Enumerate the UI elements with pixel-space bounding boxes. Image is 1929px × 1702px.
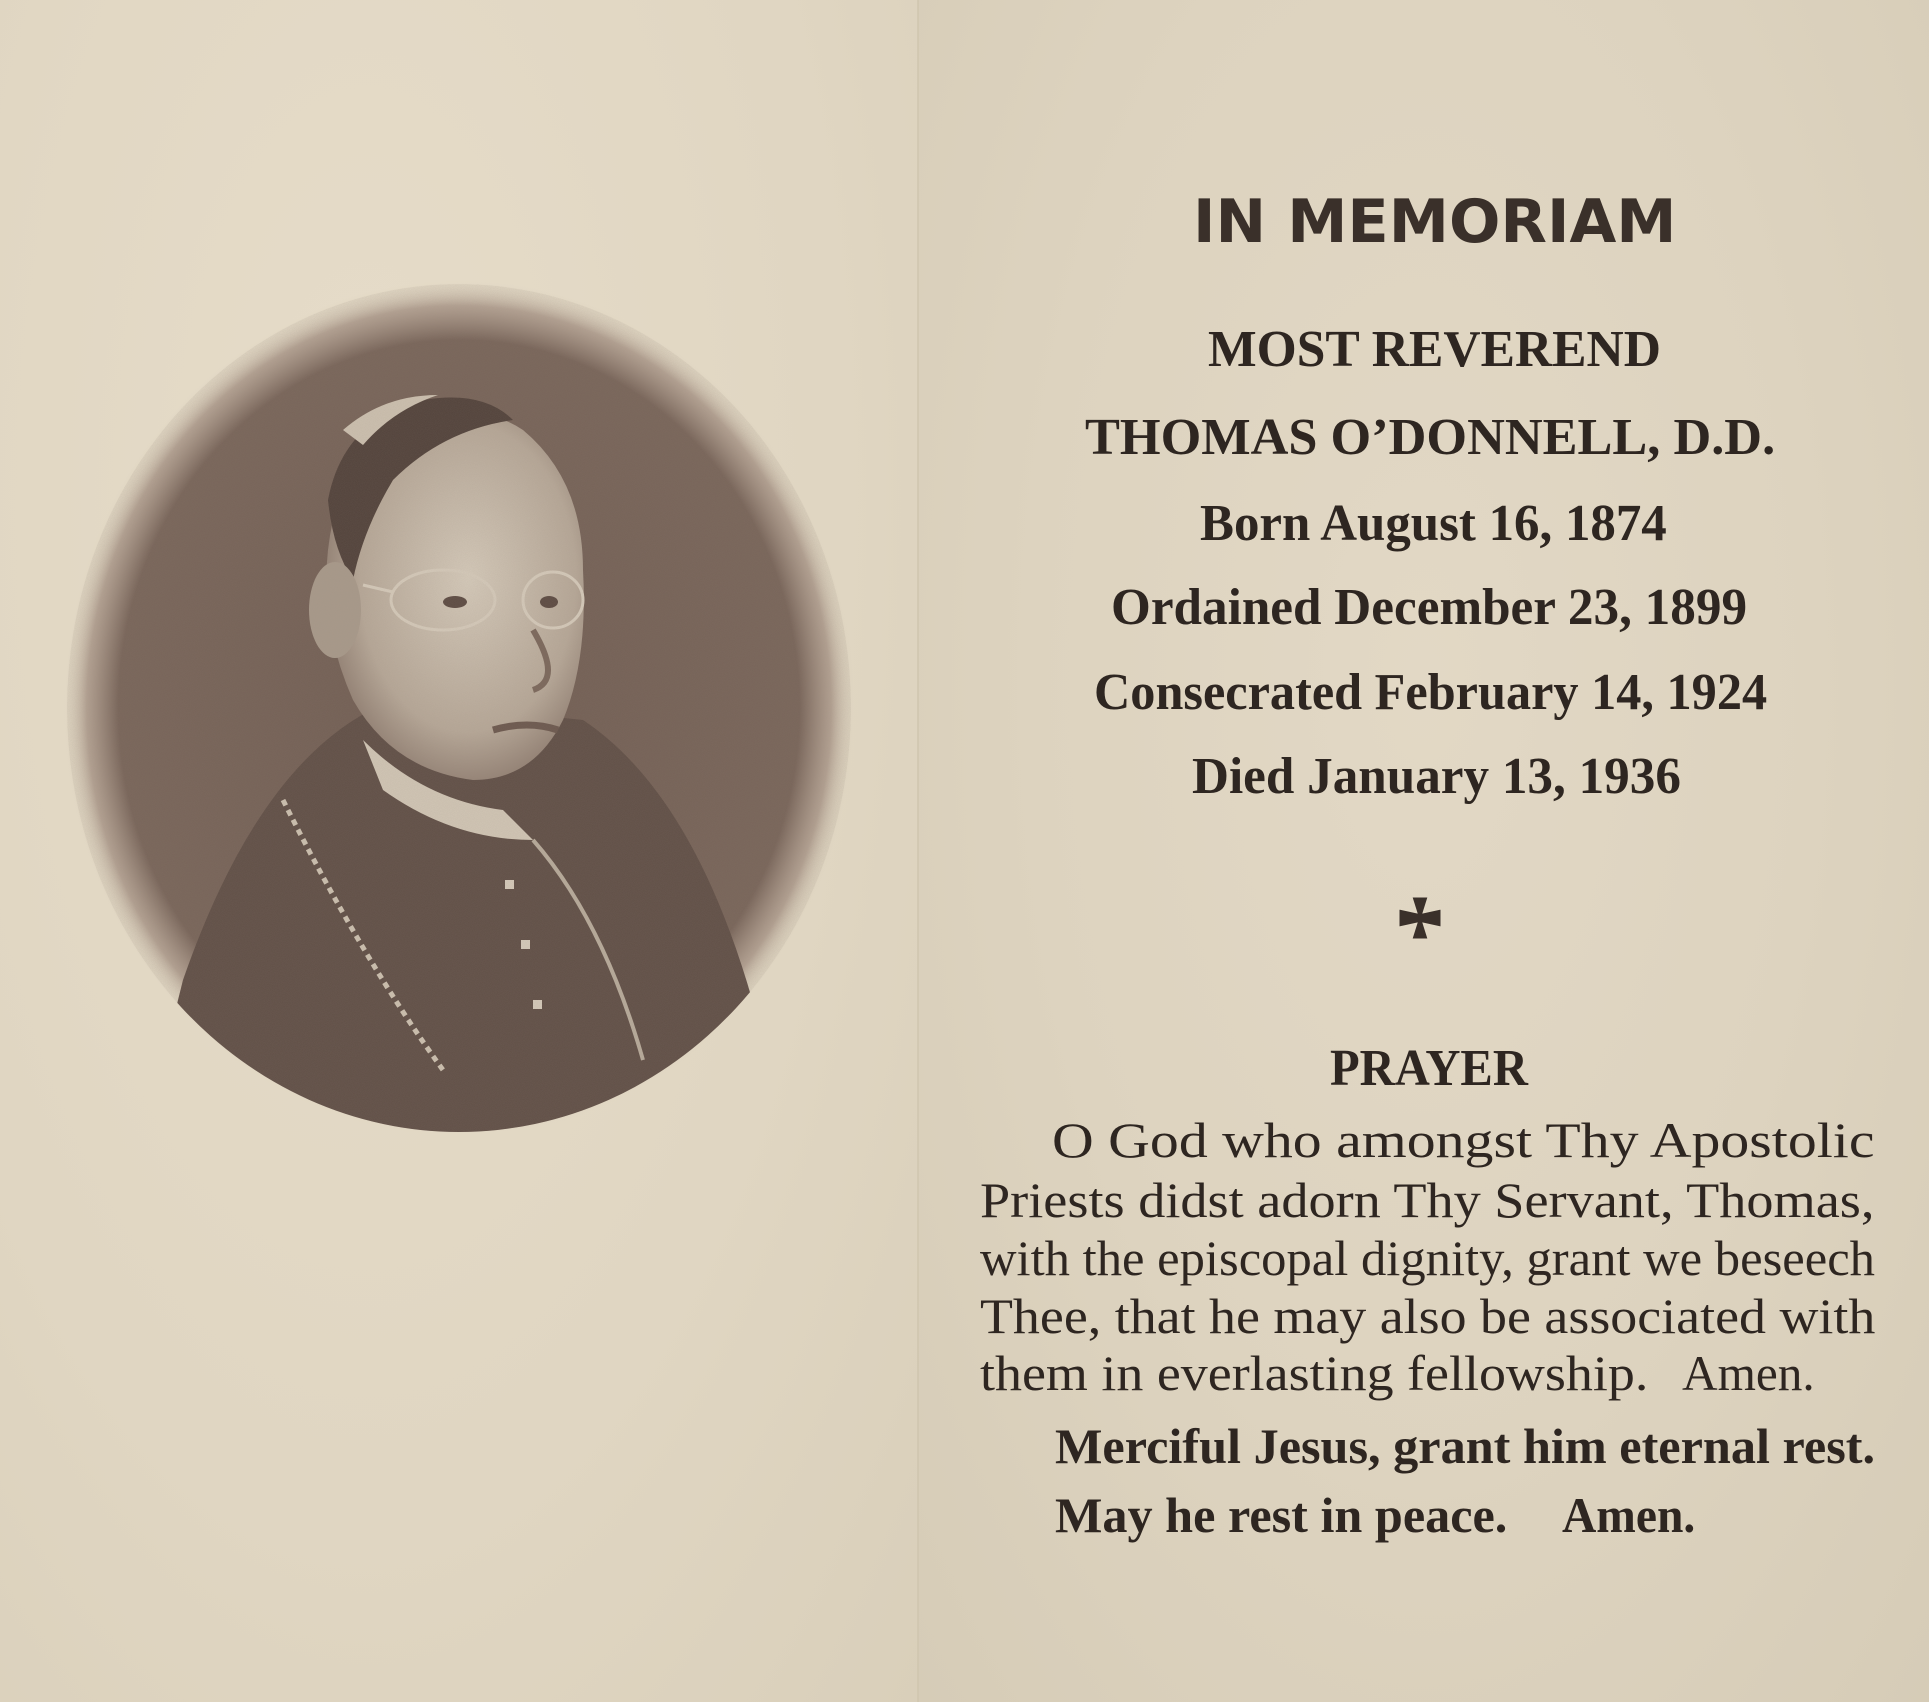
date-born: Born August 16, 1874 — [1200, 495, 1667, 552]
closing-line: May he rest in peace. — [1055, 1487, 1508, 1543]
portrait-image — [63, 280, 855, 1136]
date-ordained: Ordained December 23, 1899 — [1111, 579, 1748, 636]
date-died: Died January 13, 1936 — [1192, 748, 1681, 805]
prayer-line: them in everlasting fellowship. — [980, 1345, 1649, 1401]
card-fold — [917, 0, 919, 1702]
prayer-line: Thee, that he may also be associated with — [980, 1288, 1876, 1344]
prayer-line: with the episcopal dignity, grant we beseech — [980, 1230, 1875, 1286]
name-line: THOMAS O’DONNELL, D.D. — [1085, 409, 1776, 466]
prayer-line: O God who amongst Thy Apostolic — [1052, 1112, 1875, 1168]
memoriam-heading: IN MEMORIAM — [1193, 187, 1677, 257]
prayer-amen: Amen. — [1682, 1345, 1815, 1401]
closing-amen: Amen. — [1562, 1487, 1696, 1543]
date-consecrated: Consecrated February 14, 1924 — [1094, 664, 1768, 721]
prayer-heading: PRAYER — [1330, 1040, 1528, 1097]
ejaculation-line: Merciful Jesus, grant him eternal rest. — [1055, 1418, 1876, 1474]
prayer-line: Priests didst adorn Thy Servant, Thomas, — [980, 1172, 1875, 1228]
title-line: MOST REVEREND — [1208, 321, 1662, 378]
cross-pattee-icon — [1397, 895, 1443, 941]
